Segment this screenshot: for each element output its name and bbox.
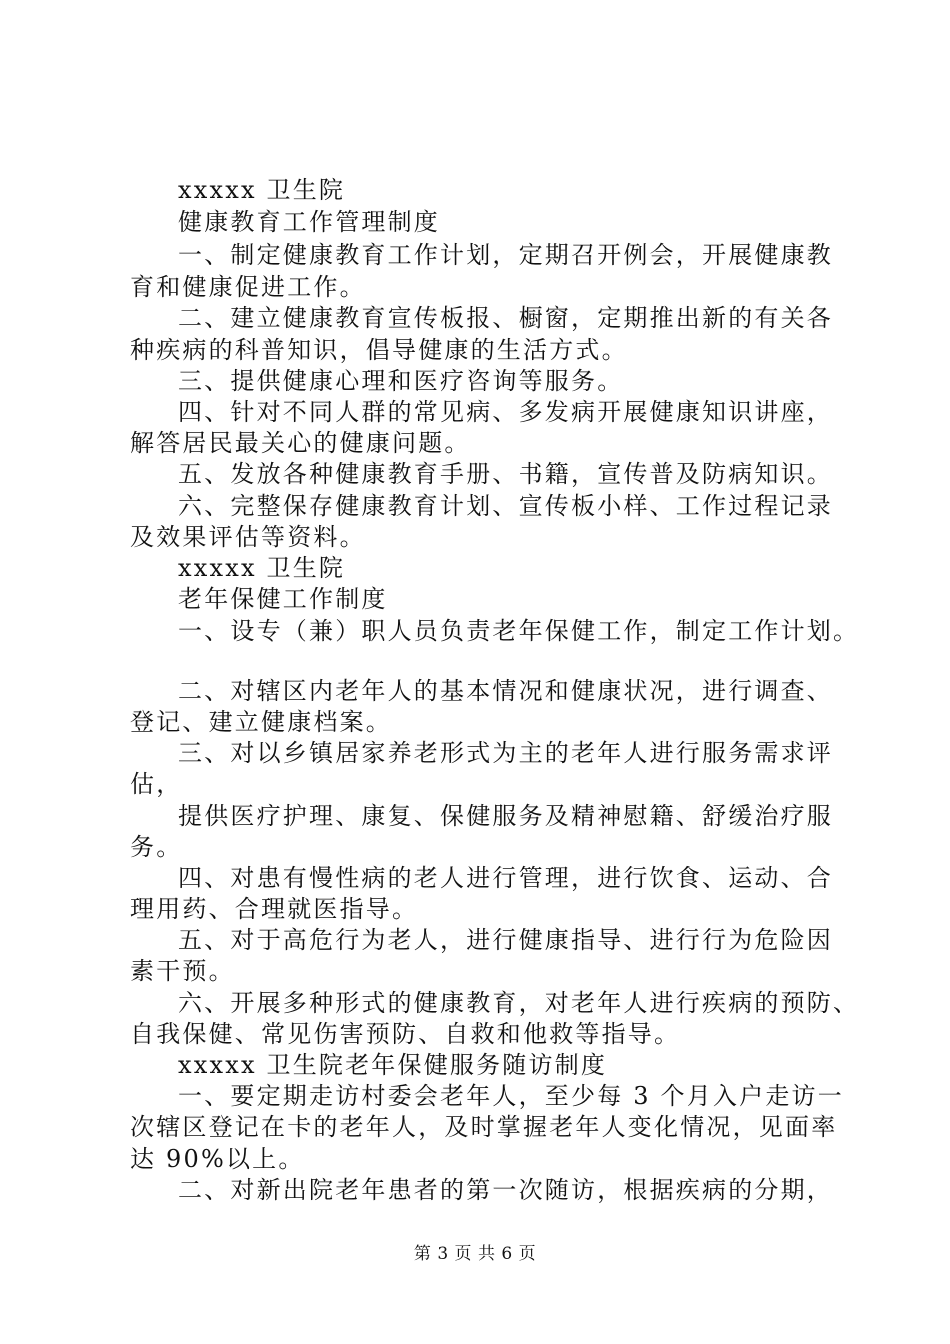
text-line: 四、针对不同人群的常见病、多发病开展健康知识讲座，	[178, 398, 833, 426]
text-line: 六、完整保存健康教育计划、宣传板小样、工作过程记录	[178, 492, 833, 520]
text-line: 三、对以乡镇居家养老形式为主的老年人进行服务需求评	[178, 739, 833, 767]
text-line: 登记、建立健康档案。	[130, 708, 392, 736]
text-line: 解答居民最关心的健康问题。	[130, 429, 471, 457]
text-line: 达 90%以上。	[130, 1145, 305, 1173]
text-line: 务。	[130, 833, 183, 861]
text-line: 理用药、合理就医指导。	[130, 895, 419, 923]
text-line: 四、对患有慢性病的老人进行管理，进行饮食、运动、合	[178, 864, 833, 892]
text-line: 三、提供健康心理和医疗咨询等服务。	[178, 367, 624, 395]
text-line: 二、对辖区内老年人的基本情况和健康状况，进行调查、	[178, 677, 833, 705]
text-line: 估，	[130, 770, 183, 798]
text-line: 五、发放各种健康教育手册、书籍，宣传普及防病知识。	[178, 460, 833, 488]
text-line: 一、制定健康教育工作计划，定期召开例会，开展健康教	[178, 241, 833, 269]
page-number: 第 3 页 共 6 页	[413, 1244, 537, 1264]
text-line: 次辖区登记在卡的老年人，及时掌握老年人变化情况，见面率	[130, 1113, 838, 1141]
text-line: 一、设专（兼）职人员负责老年保健工作，制定工作计划。	[178, 617, 860, 645]
text-line: 自我保健、常见伤害预防、自救和他救等指导。	[130, 1020, 681, 1048]
text-line: 素干预。	[130, 957, 235, 985]
section-title: xxxxx 卫生院老年保健服务随访制度	[178, 1051, 608, 1079]
text-line: 一、要定期走访村委会老年人，至少每 3 个月入户走访一	[178, 1082, 844, 1110]
section-title: 健康教育工作管理制度	[178, 208, 440, 236]
text-line: 二、建立健康教育宣传板报、橱窗，定期推出新的有关各	[178, 304, 833, 332]
hospital-name: xxxxx 卫生院	[178, 176, 346, 204]
text-line: 二、对新出院老年患者的第一次随访，根据疾病的分期，	[178, 1176, 833, 1204]
hospital-name: xxxxx 卫生院	[178, 554, 346, 582]
text-line: 提供医疗护理、康复、保健服务及精神慰籍、舒缓治疗服	[178, 802, 833, 830]
text-line: 及效果评估等资料。	[130, 523, 366, 551]
text-line: 育和健康促进工作。	[130, 273, 366, 301]
text-line: 种疾病的科普知识，倡导健康的生活方式。	[130, 336, 628, 364]
text-line: 六、开展多种形式的健康教育，对老年人进行疾病的预防、	[178, 989, 860, 1017]
text-line: 五、对于高危行为老人，进行健康指导、进行行为危险因	[178, 926, 833, 954]
section-title: 老年保健工作制度	[178, 585, 388, 613]
